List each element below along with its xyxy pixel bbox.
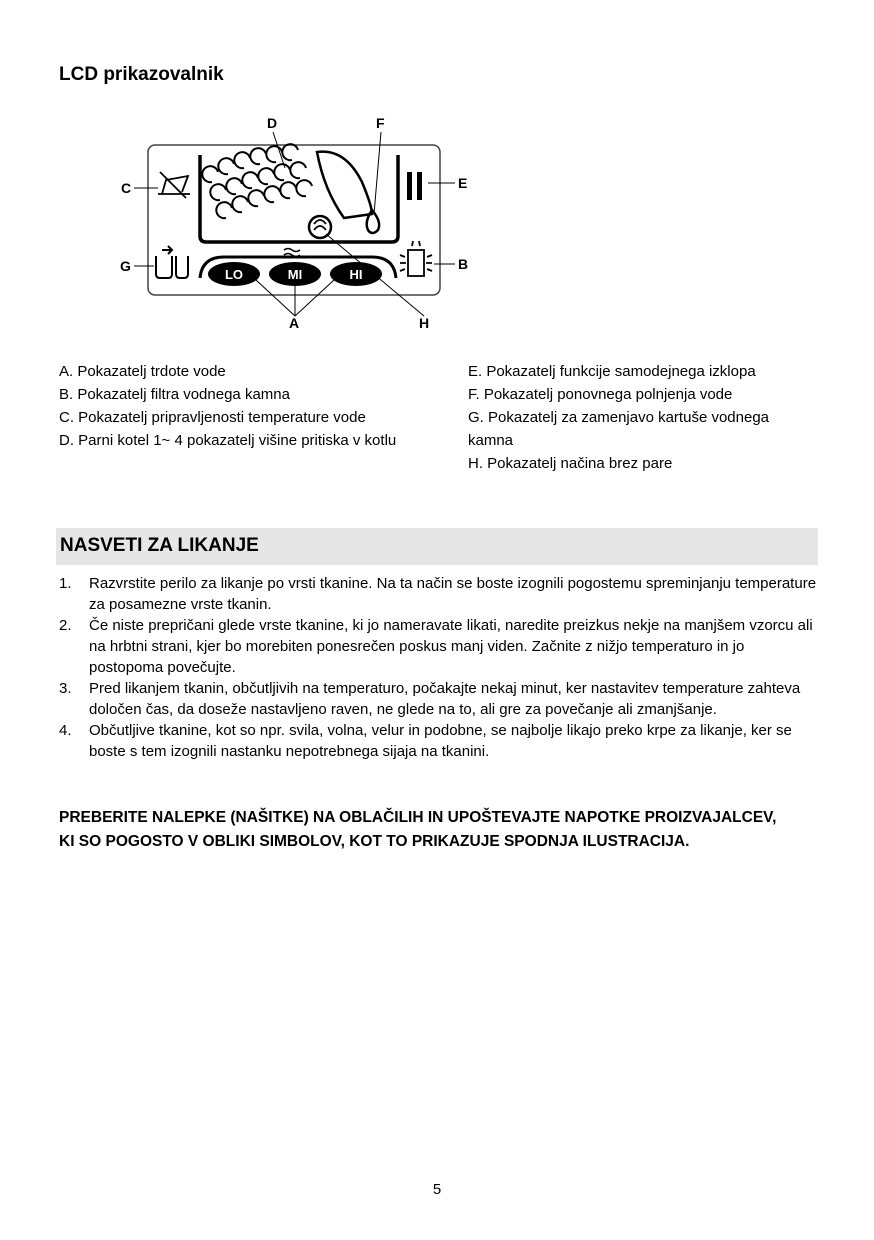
item-number: 3. [59, 680, 72, 697]
page-title: LCD prikazovalnik [59, 64, 224, 85]
legend-item: B. Pokazatelj filtra vodnega kamna [59, 386, 290, 403]
legend-item: C. Pokazatelj pripravljenosti temperature vode [59, 409, 366, 426]
iron-icon [317, 152, 372, 218]
item-text: Občutljive tkanine, kot so npr. svila, volna, velur in podobne, se najbolje likajo preko krpe za likanje, ker se boste s tem izognili nastanku nepotrebnega sijaja na tkanini. [89, 722, 792, 760]
item-text: Pred likanjem tkanin, občutljivih na temperaturo, počakajte nekaj minut, ker nastavitev temperature zahteva določen čas, da doseže nastavljeno raven, ne glede na to, ali gre za povečanje ali zmanjšanje. [89, 680, 801, 718]
callout-g: G [120, 258, 131, 274]
list-item [59, 573, 819, 615]
callout-e: E [458, 175, 468, 191]
mi-label: MI [287, 267, 303, 282]
callout-h: H [419, 315, 430, 331]
legend-item: F. Pokazatelj ponovnega polnjenja vode [468, 386, 733, 403]
legend-item: D. Parni kotel 1~ 4 pokazatelj višine pritiska v kotlu [59, 432, 397, 449]
item-number: 1. [59, 575, 72, 592]
callout-a: A [289, 315, 300, 331]
hardness-mi [269, 262, 321, 286]
list-item [59, 720, 819, 762]
cartridge-icon [156, 246, 188, 278]
item-text: Če niste prepričani glede vrste tkanine, ki jo nameravate likati, naredite preizkus nekje na manjšem vzorcu ali na hrbtni strani, kjer bo morebiten ponesrečen poskus manj viden. Začnite z nižjo temperaturo in jo postopoma povečujte. [89, 617, 813, 676]
item-text: Razvrstite perilo za likanje po vrsti tkanine. Na ta način se boste izognili pogostemu spreminjanju temperature za posamezne vrste tkanin. [89, 575, 817, 613]
section-title: NASVETI ZA LIKANJE [60, 535, 259, 556]
hardness-lo [208, 262, 260, 286]
list-item [59, 678, 819, 720]
scale-filter-icon [400, 241, 432, 276]
section-header [56, 528, 818, 565]
tips-list [59, 573, 819, 762]
legend-right [468, 360, 818, 475]
legend-item: G. Pokazatelj za zamenjavo kartuše vodnega kamna [468, 409, 770, 449]
legend-left [59, 360, 459, 452]
item-number: 4. [59, 722, 72, 739]
lcd-display-diagram [110, 110, 480, 340]
temperature-ready-icon [158, 172, 190, 198]
legend-item: A. Pokazatelj trdote vode [59, 363, 226, 380]
callout-leaders [134, 132, 455, 316]
legend-item: H. Pokazatelj načina brez pare [468, 455, 673, 472]
callout-c: C [121, 180, 132, 196]
page-number: 5 [432, 1181, 442, 1198]
item-number: 2. [59, 617, 72, 634]
callout-d: D [267, 115, 278, 131]
steam-pressure-icon [202, 144, 312, 218]
callout-f: F [376, 115, 385, 131]
hi-label: HI [349, 267, 363, 282]
auto-off-icon [407, 172, 412, 200]
care-label-notice: PREBERITE NALEPKE (NAŠITKE) NA OBLAČILIH IN UPOŠTEVAJTE NAPOTKE PROIZVAJALCEV, KI SO POGOSTO V OBLIKI SIMBOLOV, KOT TO PRIKAZUJE SPODNJA ILUSTRACIJA. [59, 809, 777, 850]
legend-item: E. Pokazatelj funkcije samodejnega izklopa [468, 363, 756, 380]
list-item [59, 615, 819, 678]
callout-b: B [458, 256, 469, 272]
lo-label: LO [224, 267, 244, 282]
